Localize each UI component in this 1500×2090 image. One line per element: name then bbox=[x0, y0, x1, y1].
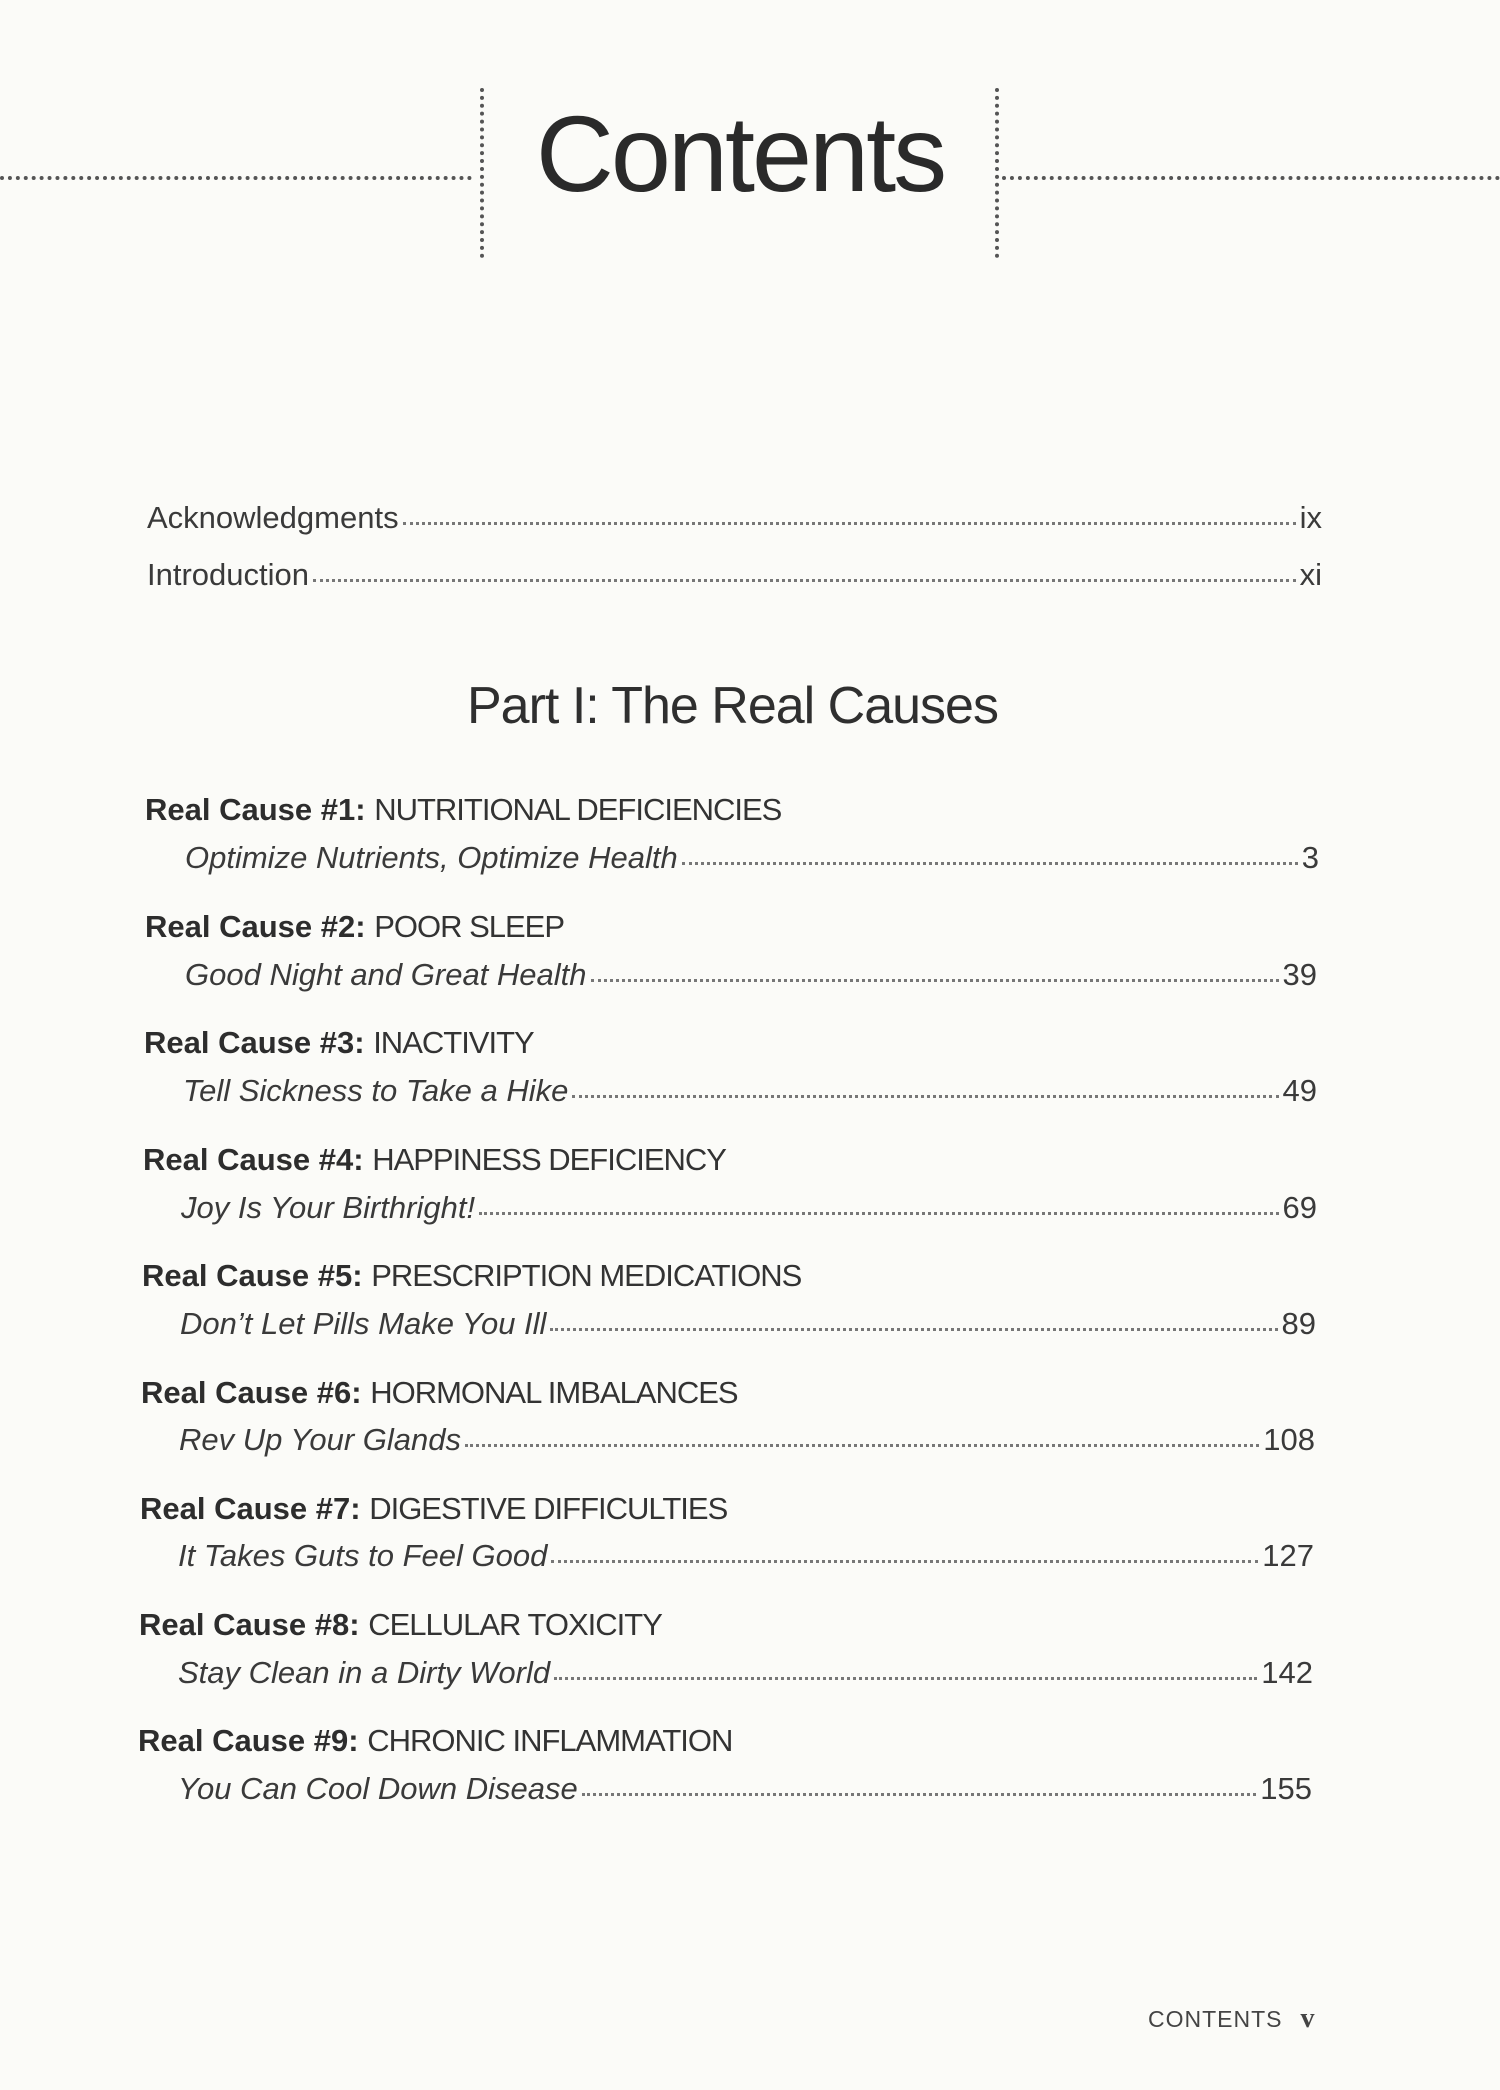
cause-topic: CELLULAR TOXICITY bbox=[368, 1607, 662, 1642]
toc-entry-introduction[interactable] bbox=[147, 557, 1322, 593]
cause-heading bbox=[139, 1607, 662, 1643]
toc-page-number: 89 bbox=[1281, 1306, 1316, 1341]
toc-entry-label: Introduction bbox=[147, 557, 309, 592]
chapter-subtitle: You Can Cool Down Disease bbox=[178, 1771, 578, 1806]
cause-topic: HORMONAL IMBALANCES bbox=[370, 1375, 738, 1410]
toc-entry-chapter[interactable] bbox=[181, 1190, 1317, 1226]
dot-leader bbox=[465, 1444, 1259, 1447]
toc-entry-chapter[interactable] bbox=[183, 1073, 1317, 1109]
header-bracket-right bbox=[995, 88, 999, 258]
header-rule-left bbox=[0, 176, 472, 180]
toc-page-number: xi bbox=[1299, 557, 1322, 592]
chapter-subtitle: It Takes Guts to Feel Good bbox=[178, 1538, 548, 1573]
dot-leader bbox=[313, 579, 1296, 582]
toc-page-number: 69 bbox=[1282, 1190, 1317, 1225]
cause-number: Real Cause #1: bbox=[145, 792, 366, 827]
dot-leader bbox=[403, 522, 1296, 525]
dot-leader bbox=[591, 979, 1279, 982]
cause-heading bbox=[142, 1258, 801, 1294]
toc-page-number: 127 bbox=[1262, 1538, 1314, 1573]
cause-number: Real Cause #3: bbox=[144, 1025, 365, 1060]
cause-heading bbox=[140, 1491, 727, 1527]
toc-entry-chapter[interactable] bbox=[180, 1306, 1316, 1342]
cause-number: Real Cause #6: bbox=[141, 1375, 362, 1410]
chapter-subtitle: Don’t Let Pills Make You Ill bbox=[180, 1306, 547, 1341]
toc-entry-chapter[interactable] bbox=[178, 1771, 1312, 1807]
cause-topic: CHRONIC INFLAMMATION bbox=[367, 1723, 733, 1758]
cause-heading bbox=[145, 792, 781, 828]
toc-page-number: ix bbox=[1299, 500, 1322, 535]
cause-topic: POOR SLEEP bbox=[374, 909, 565, 944]
toc-page-number: 155 bbox=[1260, 1771, 1312, 1806]
header-bracket-left bbox=[480, 88, 484, 258]
toc-page-number: 142 bbox=[1261, 1655, 1313, 1690]
chapter-subtitle: Stay Clean in a Dirty World bbox=[178, 1655, 551, 1690]
chapter-subtitle: Joy Is Your Birthright! bbox=[181, 1190, 476, 1225]
cause-heading bbox=[141, 1375, 738, 1411]
cause-topic: INACTIVITY bbox=[373, 1025, 534, 1060]
header-rule-right bbox=[1002, 176, 1500, 180]
toc-entry-chapter[interactable] bbox=[179, 1422, 1315, 1458]
chapter-subtitle: Tell Sickness to Take a Hike bbox=[183, 1073, 569, 1108]
cause-number: Real Cause #4: bbox=[143, 1142, 364, 1177]
toc-page-number: 108 bbox=[1263, 1422, 1315, 1457]
toc-page-number: 39 bbox=[1282, 957, 1317, 992]
toc-entry-chapter[interactable] bbox=[185, 957, 1317, 993]
dot-leader bbox=[551, 1560, 1258, 1563]
dot-leader bbox=[682, 862, 1298, 865]
toc-entry-chapter[interactable] bbox=[185, 840, 1319, 876]
cause-topic: HAPPINESS DEFICIENCY bbox=[372, 1142, 726, 1177]
chapter-subtitle: Rev Up Your Glands bbox=[179, 1422, 462, 1457]
dot-leader bbox=[554, 1677, 1257, 1680]
cause-topic: PRESCRIPTION MEDICATIONS bbox=[371, 1258, 802, 1293]
dot-leader bbox=[572, 1095, 1278, 1098]
toc-page-number: 3 bbox=[1301, 840, 1319, 875]
cause-heading bbox=[144, 1025, 534, 1061]
toc-page-number: 49 bbox=[1282, 1073, 1317, 1108]
cause-topic: NUTRITIONAL DEFICIENCIES bbox=[374, 792, 782, 827]
cause-number: Real Cause #2: bbox=[145, 909, 366, 944]
cause-number: Real Cause #9: bbox=[138, 1723, 359, 1758]
toc-entry-chapter[interactable] bbox=[178, 1538, 1314, 1574]
dot-leader bbox=[479, 1212, 1278, 1215]
cause-number: Real Cause #5: bbox=[142, 1258, 363, 1293]
cause-heading bbox=[143, 1142, 726, 1178]
cause-heading bbox=[145, 909, 564, 945]
page-title: Contents bbox=[535, 93, 945, 214]
cause-heading bbox=[138, 1723, 732, 1759]
running-head: CONTENTS bbox=[1148, 2006, 1283, 2032]
chapter-subtitle: Optimize Nutrients, Optimize Health bbox=[185, 840, 678, 875]
cause-topic: DIGESTIVE DIFFICULTIES bbox=[369, 1491, 728, 1526]
cause-number: Real Cause #8: bbox=[139, 1607, 360, 1642]
page-footer bbox=[1148, 2003, 1315, 2035]
cause-number: Real Cause #7: bbox=[140, 1491, 361, 1526]
dot-leader bbox=[550, 1328, 1277, 1331]
part-heading: Part I: The Real Causes bbox=[467, 677, 998, 735]
dot-leader bbox=[582, 1793, 1256, 1796]
toc-entry-label: Acknowledgments bbox=[147, 500, 399, 535]
folio: v bbox=[1300, 2003, 1315, 2034]
chapter-subtitle: Good Night and Great Health bbox=[185, 957, 587, 992]
toc-entry-chapter[interactable] bbox=[178, 1655, 1313, 1691]
toc-entry-acknowledgments[interactable] bbox=[147, 500, 1322, 536]
